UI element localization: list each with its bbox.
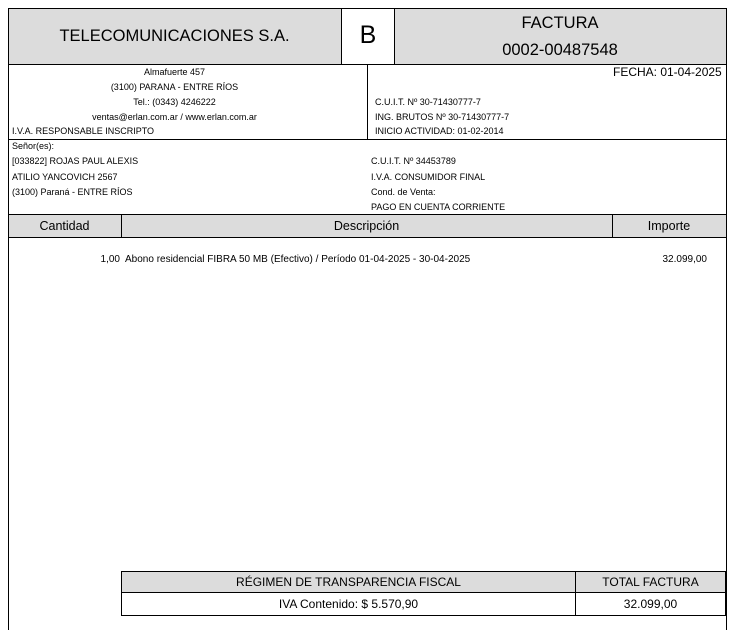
- document-type: FACTURA: [521, 14, 599, 32]
- table-body-left-border: [8, 238, 9, 630]
- invoice-date: FECHA: 01-04-2025: [613, 65, 722, 79]
- customer-address: ATILIO YANCOVICH 2567: [12, 172, 118, 182]
- customer-label: Señor(es):: [12, 141, 55, 151]
- sale-condition: PAGO EN CUENTA CORRIENTE: [371, 202, 506, 212]
- row-amount: 32.099,00: [662, 254, 707, 265]
- row-quantity: 1,00: [100, 254, 120, 265]
- column-header-description: Descripción: [333, 219, 400, 233]
- column-header-quantity: Cantidad: [39, 219, 90, 233]
- company-name: TELECOMUNICACIONES S.A.: [59, 27, 290, 45]
- issuer-vertical-divider: [367, 65, 368, 140]
- customer-name: [033822] ROJAS PAUL ALEXIS: [12, 156, 139, 166]
- invoice-letter: B: [359, 21, 377, 49]
- issuer-address: Almafuerte 457: [143, 67, 206, 77]
- total-label: TOTAL FACTURA: [602, 575, 699, 589]
- fiscal-regime-label: RÉGIMEN DE TRANSPARENCIA FISCAL: [236, 575, 461, 589]
- sale-condition-label: Cond. de Venta:: [371, 187, 436, 197]
- issuer-contact: ventas@erlan.com.ar / www.erlan.com.ar: [92, 112, 257, 122]
- table-body-right-border: [726, 238, 727, 630]
- iva-contained: IVA Contenido: $ 5.570,90: [278, 597, 419, 611]
- issuer-phone: Tel.: (0343) 4246222: [133, 97, 216, 107]
- customer-cuit: C.U.I.T. Nº 34453789: [371, 156, 456, 166]
- customer-iva-condition: I.V.A. CONSUMIDOR FINAL: [371, 172, 486, 182]
- total-value: 32.099,00: [623, 597, 678, 611]
- issuer-ingresos-brutos: ING. BRUTOS Nº 30-71430777-7: [375, 112, 510, 122]
- issuer-city: (3100) PARANA - ENTRE RÍOS: [110, 82, 239, 92]
- column-header-amount: Importe: [647, 219, 691, 233]
- section-divider: [8, 139, 727, 140]
- customer-city: (3100) Paraná - ENTRE RÍOS: [12, 187, 133, 197]
- table-row: [9, 252, 726, 268]
- issuer-iva-condition: I.V.A. RESPONSABLE INSCRIPTO: [12, 126, 155, 136]
- issuer-inicio-actividad: INICIO ACTIVIDAD: 01-02-2014: [375, 126, 504, 136]
- document-number: 0002-00487548: [502, 41, 618, 59]
- row-description: Abono residencial FIBRA 50 MB (Efectivo) / Período 01-04-2025 - 30-04-2025: [125, 254, 471, 265]
- issuer-cuit: C.U.I.T. Nº 30-71430777-7: [375, 97, 481, 107]
